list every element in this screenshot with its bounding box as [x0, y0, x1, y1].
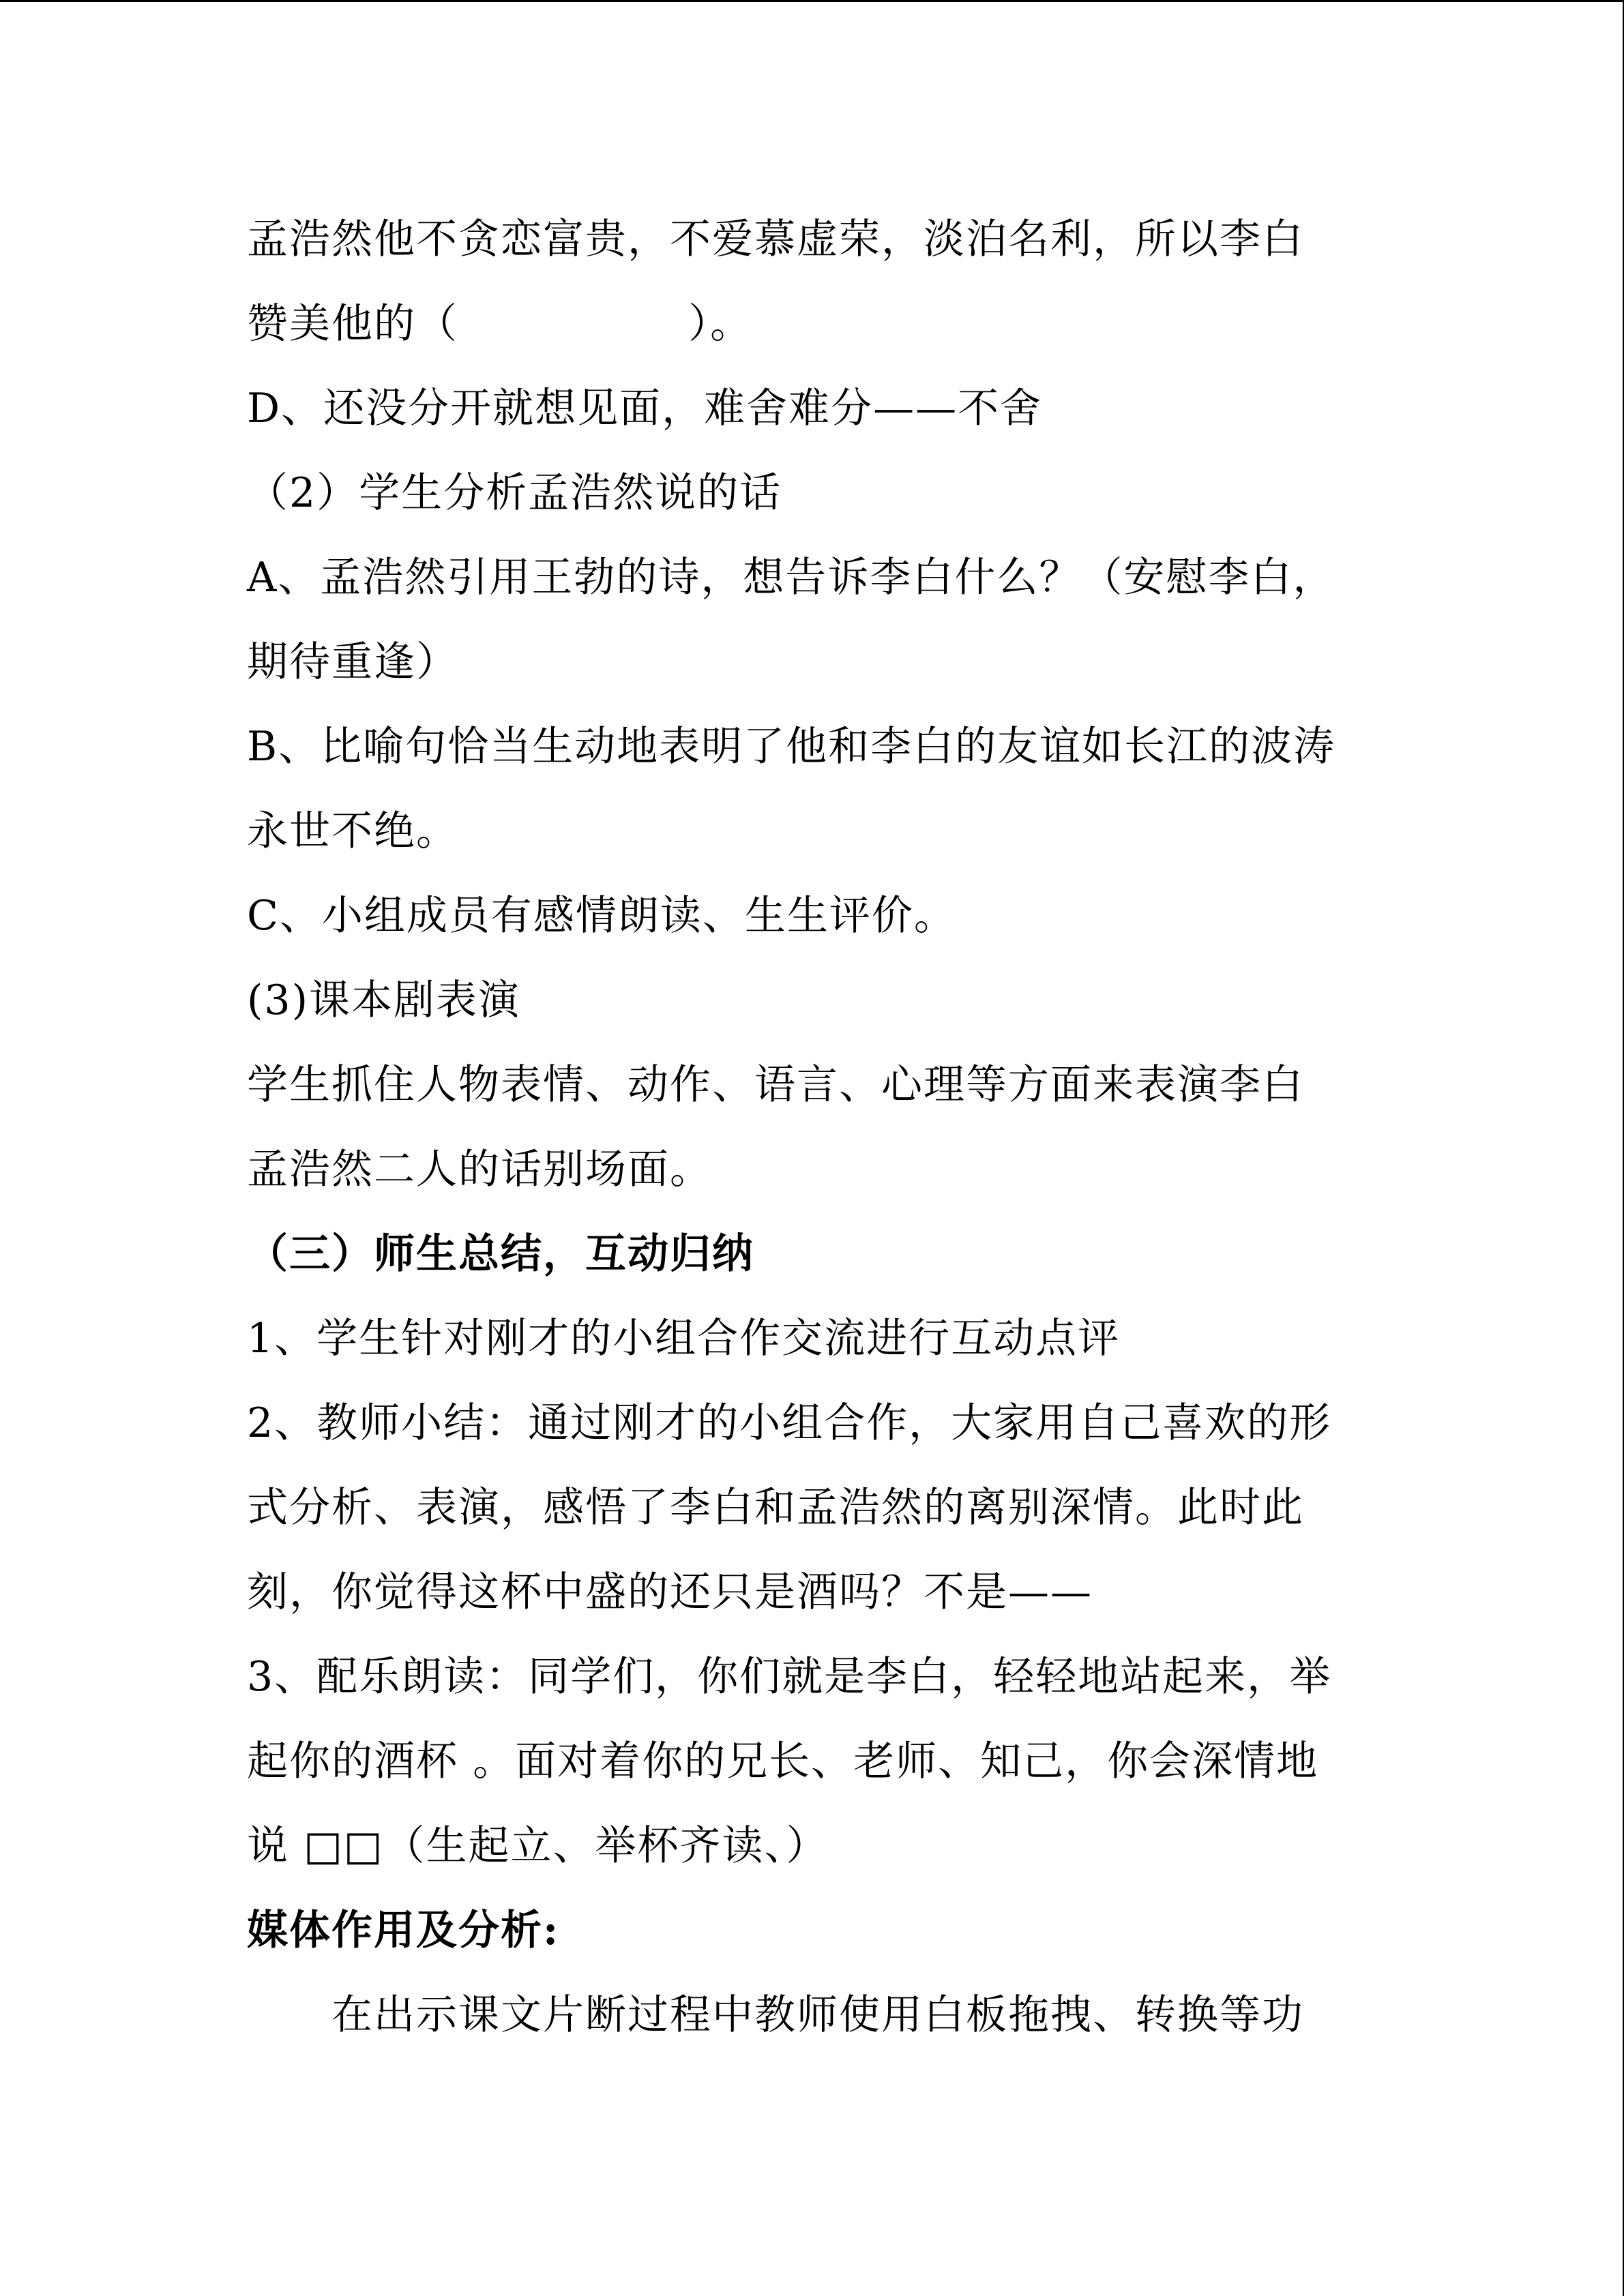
- text-line: （2）学生分析孟浩然说的话: [247, 469, 782, 517]
- text-line: 刻，你觉得这杯中盛的还只是酒吗？不是——: [247, 1568, 1093, 1616]
- text-line: 期待重逢）: [247, 638, 458, 686]
- document-page: [247, 197, 1379, 2057]
- section-heading: 媒体作用及分析:: [247, 1907, 560, 1954]
- text-line: (3)课本剧表演: [247, 976, 520, 1024]
- text-line: 孟浩然二人的话别场面。: [247, 1146, 712, 1193]
- page-top-border: [0, 0, 1624, 2]
- text-line: B、比喻句恰当生动地表明了他和李白的友谊如长江的波涛: [247, 723, 1336, 771]
- text-line: 孟浩然他不贪恋富贵，不爱慕虚荣，淡泊名利，所以李白: [247, 215, 1304, 263]
- text-line: C、小组成员有感情朗读、生生评价。: [247, 892, 956, 940]
- text-line: 说 □□（生起立、举杯齐读、）: [247, 1822, 829, 1870]
- text-line-fill-blank: 赞美他的（ ）。: [247, 300, 753, 348]
- text-line: 学生抓住人物表情、动作、语言、心理等方面来表演李白: [247, 1061, 1304, 1109]
- text-line: 3、配乐朗读：同学们，你们就是李白，轻轻地站起来，举: [247, 1653, 1332, 1701]
- section-heading: （三）师生总结，互动归纳: [247, 1230, 754, 1278]
- text-line: 永世不绝。: [247, 807, 458, 855]
- text-line: 式分析、表演，感悟了李白和孟浩然的离别深情。此时此: [247, 1484, 1304, 1532]
- text-line: D、还没分开就想见面，难舍难分——不舍: [247, 385, 1043, 432]
- text-line: 1、学生针对刚才的小组合作交流进行互动点评: [247, 1315, 1121, 1362]
- text-line: A、孟浩然引用王勃的诗，想告诉李白什么？（安慰李白，: [247, 554, 1335, 601]
- paragraph-first-line: 在出示课文片断过程中教师使用白板拖拽、转换等功: [331, 1991, 1304, 2039]
- text-line: 起你的酒杯 。面对着你的兄长、老师、知己，你会深情地: [247, 1738, 1319, 1785]
- text-line: 2、教师小结：通过刚才的小组合作，大家用自己喜欢的形: [247, 1399, 1332, 1447]
